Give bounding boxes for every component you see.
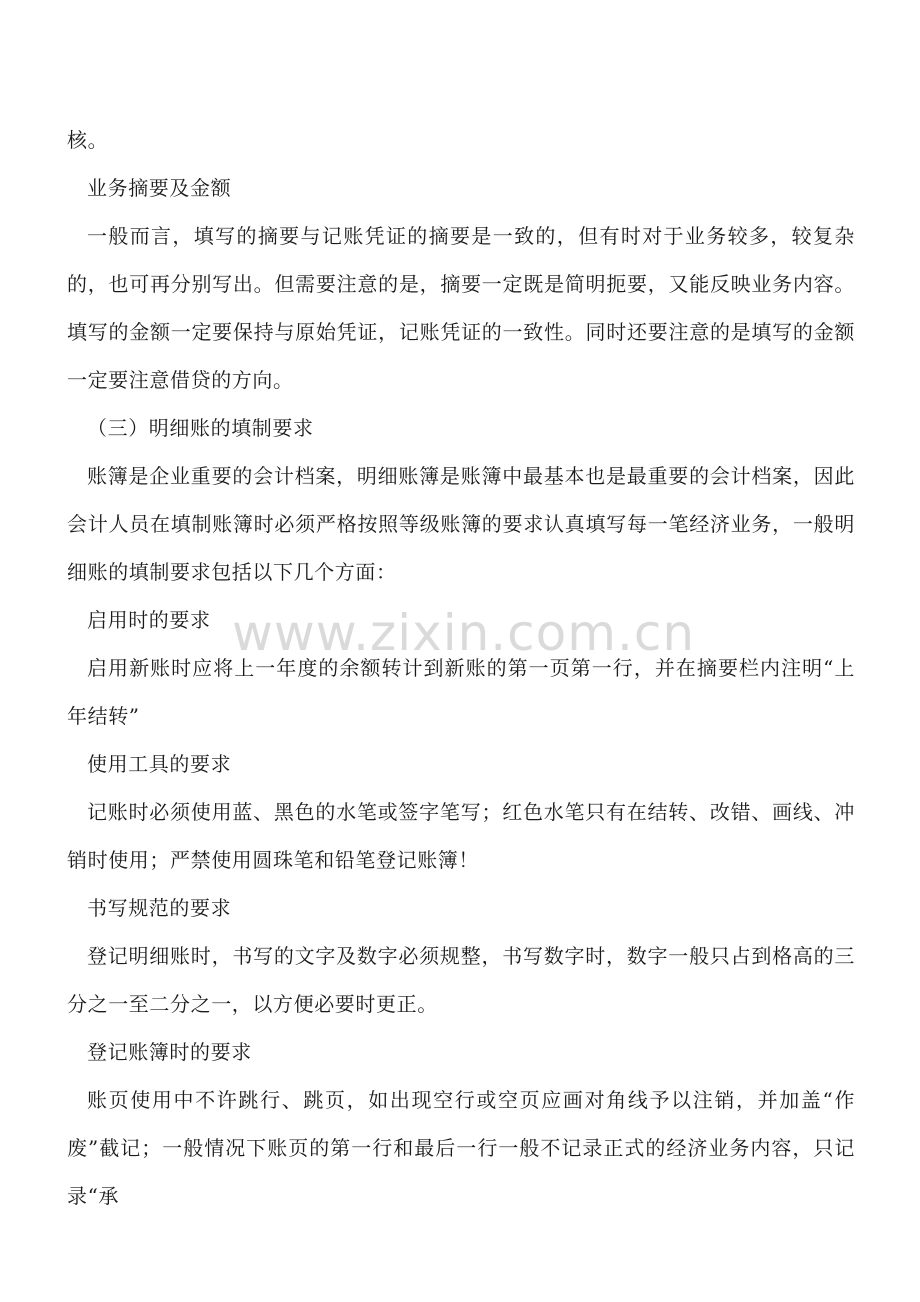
paragraph-text: 启用新账时应将上一年度的余额转计到新账的第一页第一行，并在摘要栏内注明“上年结转” [67,656,855,728]
paragraph-text: 账簿是企业重要的会计档案，明细账簿是账簿中最基本也是最重要的会计档案，因此会计人员在填制账簿时必须严格按照等级账簿的要求认真填写每一笔经济业务，一般明细账的填制要求包括以下几个方面： [67,464,855,584]
paragraph-text: 账页使用中不许跳行、跳页，如出现空行或空页应画对角线予以注销，并加盖“作废”截记；一般情况下账页的第一行和最后一行一般不记录正式的经济业务内容，只记录“承 [67,1088,855,1208]
section-heading-registration: 登记账簿时的要求 [87,1040,252,1064]
section-heading-tools: 使用工具的要求 [87,752,232,776]
watermark-text: www.zixin.com.cn [232,604,696,662]
section-heading-detail-ledger: （三）明细账的填制要求 [87,416,314,440]
paragraph-text: 核。 [67,128,109,152]
paragraph-text: 一般而言，填写的摘要与记账凭证的摘要是一致的，但有时对于业务较多，较复杂的，也可再分别写出。但需要注意的是，摘要一定既是简明扼要，又能反映业务内容。填写的金额一定要保持与原始凭证，记账凭证的一致性。同时还要注意的是填写的金额一定要注意借贷的方向。 [67,224,855,392]
section-heading-enable: 启用时的要求 [87,608,211,632]
paragraph-text: 登记明细账时，书写的文字及数字必须规整，书写数字时，数字一般只占到格高的三分之一至二分之一，以方便必要时更正。 [67,944,855,1016]
document-body [67,116,855,1220]
paragraph-text: 记账时必须使用蓝、黑色的水笔或签字笔写；红色水笔只有在结转、改错、画线、冲销时使用；严禁使用圆珠笔和铅笔登记账簿！ [67,800,855,872]
section-heading-business-summary: 业务摘要及金额 [87,176,232,200]
section-heading-writing-standard: 书写规范的要求 [87,896,232,920]
